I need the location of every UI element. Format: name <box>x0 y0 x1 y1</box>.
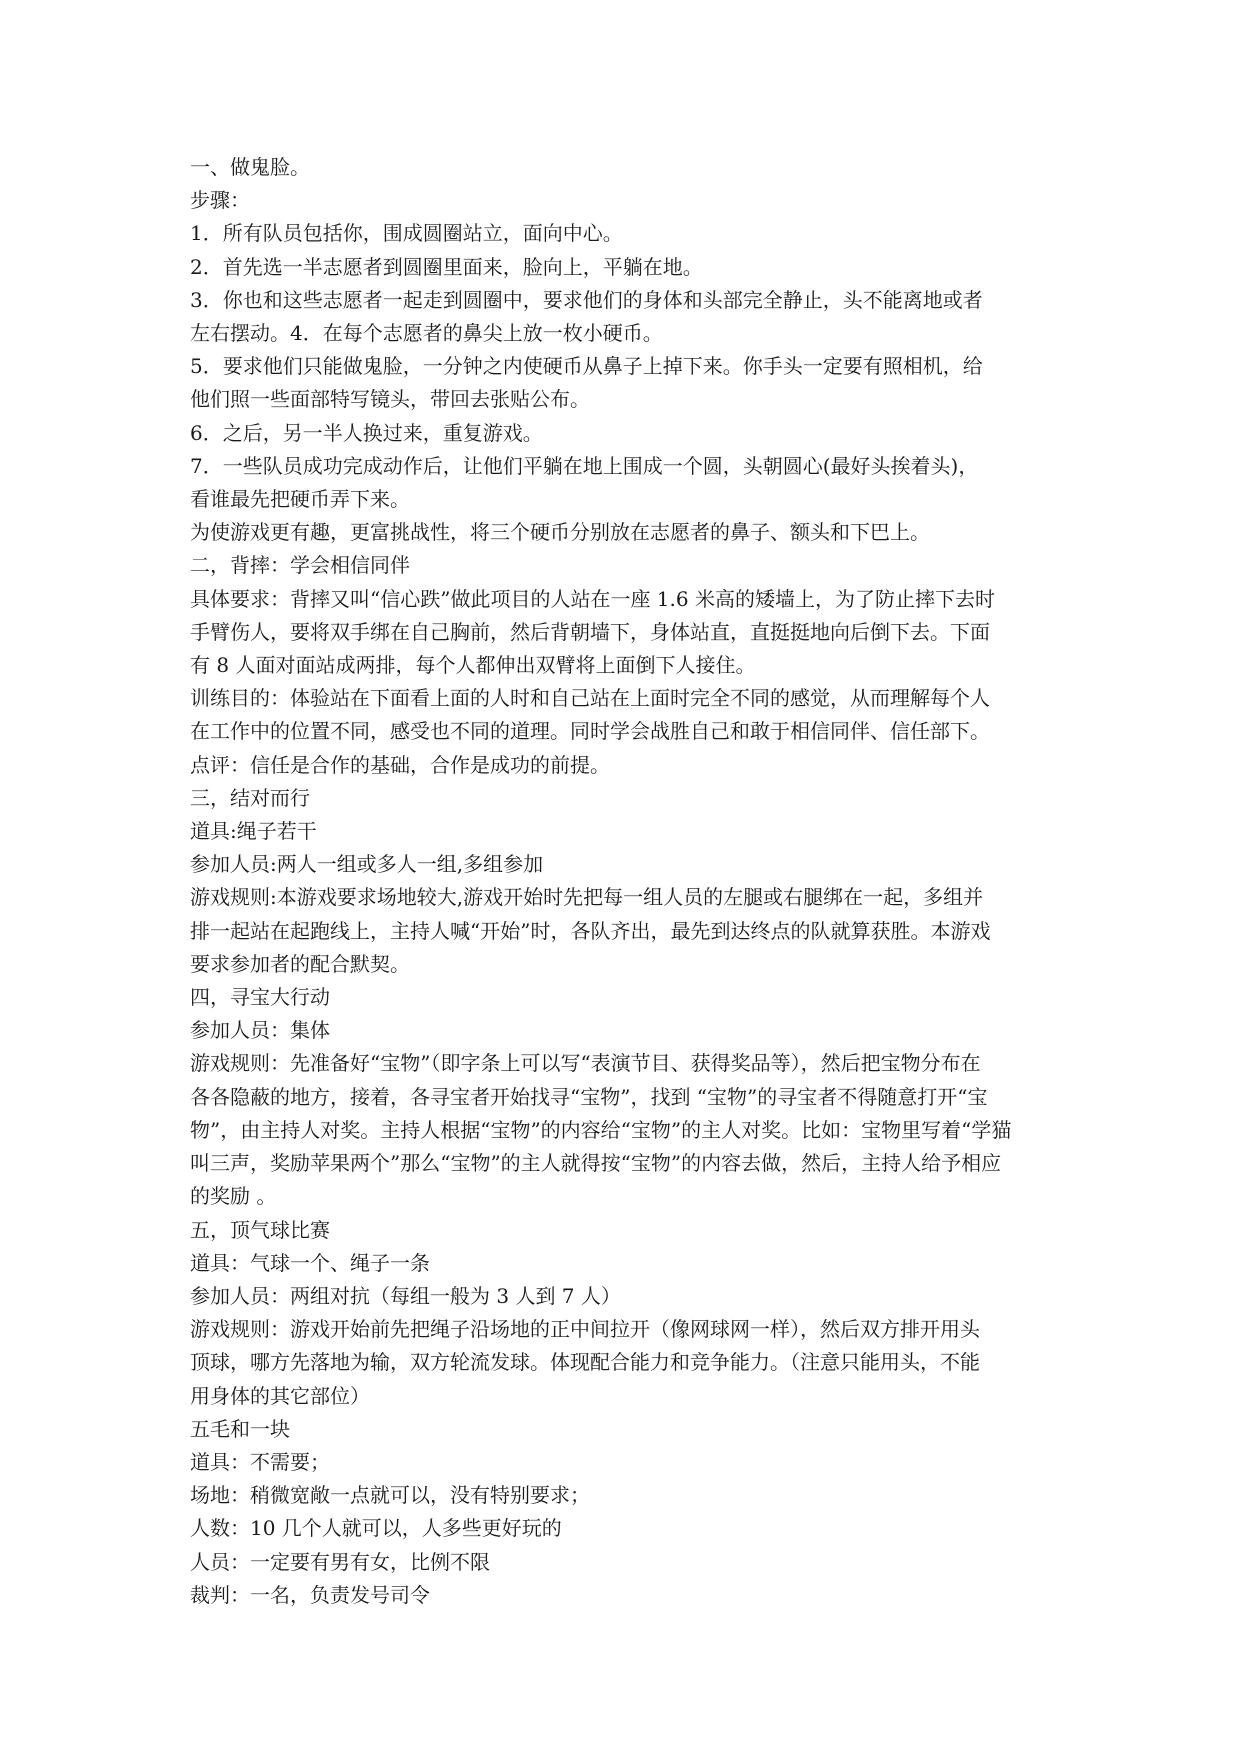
text-line: 三，结对而行 <box>190 785 310 810</box>
text-line: 叫三声，奖励苹果两个”那么“宝物”的主人就得按“宝物”的内容去做，然后，主持人给予相应 <box>190 1151 1002 1176</box>
text-line: 游戏规则：先准备好“宝物”（即字条上可以写“表演节目、获得奖品等），然后把宝物分布在 <box>190 1051 981 1076</box>
text-line: 具体要求：背摔又叫“信心跌”做此项目的人站在一座 1.6 米高的矮墙上，为了防止摔下去时 <box>190 586 995 611</box>
text-line: 游戏规则:本游戏要求场地较大,游戏开始时先把每一组人员的左腿或右腿绑在一起，多组并 <box>190 885 984 910</box>
text-line: 五毛和一块 <box>190 1416 290 1441</box>
text-line: 顶球，哪方先落地为输，双方轮流发球。体现配合能力和竞争能力。（注意只能用头，不能 <box>190 1350 980 1375</box>
text-line: 场地：稍微宽敞一点就可以，没有特别要求； <box>190 1483 590 1508</box>
text-line: 为使游戏更有趣，更富挑战性，将三个硬币分别放在志愿者的鼻子、额头和下巴上。 <box>190 520 930 545</box>
text-line: 步骤： <box>190 188 250 213</box>
text-line: 各各隐蔽的地方，接着，各寻宝者开始找寻“宝物”，找到 “宝物”的寻宝者不得随意打开“宝 <box>190 1084 988 1109</box>
text-line: 一、做鬼脸。 <box>190 155 310 179</box>
text-line: 排一起站在起跑线上，主持人喊“开始”时，各队齐出，最先到达终点的队就算获胜。本游戏 <box>190 918 991 943</box>
text-line: 他们照一些面部特写镜头，带回去张贴公布。 <box>190 387 590 412</box>
text-line: 二，背摔：学会相信同伴 <box>190 553 410 578</box>
text-line: 五，顶气球比赛 <box>190 1217 330 1242</box>
text-line: 6．之后，另一半人换过来，重复游戏。 <box>190 420 543 445</box>
text-line: 要求参加者的配合默契。 <box>190 951 410 976</box>
text-line: 道具：气球一个、绳子一条 <box>190 1250 430 1275</box>
text-line: 5．要求他们只能做鬼脸，一分钟之内使硬币从鼻子上掉下来。你手头一定要有照相机，给 <box>190 354 983 379</box>
text-line: 人员：一定要有男有女，比例不限 <box>190 1549 490 1574</box>
text-line: 7．一些队员成功完成动作后，让他们平躺在地上围成一个圆，头朝圆心(最好头挨着头)， <box>190 453 979 478</box>
text-line: 训练目的：体验站在下面看上面的人时和自己站在上面时完全不同的感觉，从而理解每个人 <box>190 686 990 711</box>
text-line: 手臂伤人，要将双手绑在自己胸前，然后背朝墙下，身体站直，直挺挺地向后倒下去。下面 <box>190 619 990 644</box>
text-line: 的奖励 。 <box>190 1184 277 1209</box>
text-line: 用身体的其它部位） <box>190 1383 370 1408</box>
text-line: 四，寻宝大行动 <box>190 985 330 1010</box>
text-line: 参加人员:两人一组或多人一组,多组参加 <box>190 852 544 877</box>
text-line: 人数：10 几个人就可以，人多些更好玩的 <box>190 1516 562 1541</box>
text-line: 点评：信任是合作的基础，合作是成功的前提。 <box>190 752 610 777</box>
text-line: 左右摆动。4．在每个志愿者的鼻尖上放一枚小硬币。 <box>190 321 663 346</box>
document-body <box>190 151 1060 1612</box>
text-line: 3．你也和这些志愿者一起走到圆圈中，要求他们的身体和头部完全静止，头不能离地或者 <box>190 287 983 312</box>
text-line: 有 8 人面对面站成两排，每个人都伸出双臂将上面倒下人接住。 <box>190 653 756 678</box>
text-line: 1．所有队员包括你，围成圆圈站立，面向中心。 <box>190 221 623 246</box>
text-line: 参加人员：集体 <box>190 1018 330 1043</box>
text-line: 游戏规则：游戏开始前先把绳子沿场地的正中间拉开（像网球网一样），然后双方排开用头 <box>190 1317 980 1342</box>
text-line: 道具：不需要； <box>190 1449 330 1474</box>
text-line: 物”，由主持人对奖。主持人根据“宝物”的内容给“宝物”的主人对奖。比如：宝物里写着“学猫 <box>190 1117 1012 1142</box>
text-line: 裁判：一名，负责发号司令 <box>190 1582 430 1607</box>
text-line: 看谁最先把硬币弄下来。 <box>190 487 410 512</box>
text-line: 在工作中的位置不同，感受也不同的道理。同时学会战胜自己和敢于相信同伴、信任部下。 <box>190 719 990 744</box>
text-line: 道具:绳子若干 <box>190 819 317 844</box>
text-line: 参加人员：两组对抗（每组一般为 3 人到 7 人） <box>190 1283 621 1308</box>
text-line: 2．首先选一半志愿者到圆圈里面来，脸向上，平躺在地。 <box>190 254 703 279</box>
